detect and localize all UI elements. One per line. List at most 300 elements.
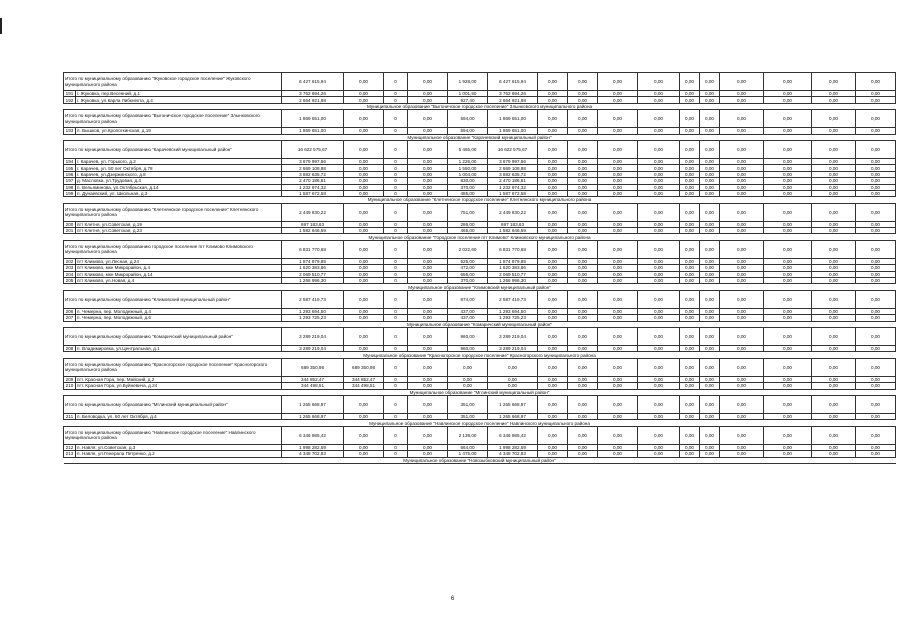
value-cell: 0,00 [764,221,812,227]
value-cell: 0,00 [638,240,680,258]
value-cell: 2 470 186,61 [488,178,538,184]
value-cell: 0,00 [538,240,568,258]
value-cell: 0,00 [812,228,856,234]
value-cell: 2 470 186,61 [282,178,344,184]
value-cell: 0,00 [638,271,680,277]
value-cell: 0,00 [812,383,856,389]
value-cell: 0,00 [638,97,680,103]
value-cell: 1 928,00 [448,73,488,91]
address-cell: п. Беловодка, ул. 60 лет Октября, д.4 [76,413,282,419]
value-cell: 0 [384,265,408,271]
value-cell: 0,00 [856,184,896,190]
value-cell: 0,00 [856,271,896,277]
value-cell: 0,00 [856,258,896,264]
total-label: Итого по муниципальному образованию "Навлинское городское поселение" Навлинского муниципального района [64,426,282,444]
value-cell: 0,00 [856,376,896,382]
value-cell: 6 346 985,42 [282,426,344,444]
value-cell: 1 998 282,59 [282,444,344,450]
value-cell: 0,00 [408,158,448,164]
value-cell: 0,00 [764,413,812,419]
value-cell: 6 427 615,94 [282,73,344,91]
value-cell: 0,00 [344,110,384,128]
value-cell: 0,00 [856,451,896,457]
value-cell: 3 762 694,26 [282,91,344,97]
repair-program-table [63,72,896,464]
value-cell: 0,00 [538,258,568,264]
value-cell: 0,00 [812,171,856,177]
value-cell: 0,00 [812,358,856,376]
value-cell: 0,00 [700,97,720,103]
value-cell: 0,00 [408,358,448,376]
value-cell: 0,00 [812,451,856,457]
value-cell: 0,00 [598,444,638,450]
value-cell: 0,00 [344,413,384,419]
value-cell: 0,00 [344,315,384,321]
value-cell: 0,00 [680,221,700,227]
value-cell: 0,00 [680,110,700,128]
value-cell: 0,00 [408,221,448,227]
page-number: 6 [450,596,455,602]
value-cell: 0,00 [598,258,638,264]
value-cell: 0,00 [598,110,638,128]
value-cell: 0,00 [638,358,680,376]
value-cell: 0 [384,451,408,457]
value-cell: 0,00 [680,178,700,184]
value-cell: 0,00 [344,240,384,258]
address-cell: г. Карачев, ул. Горького, д.2 [76,158,282,164]
row-number: 211 [64,413,76,419]
value-cell: 0,00 [344,190,384,196]
value-cell: 0,00 [720,228,764,234]
value-cell: 0,00 [720,128,764,134]
value-cell: 0 [384,395,408,413]
total-row [64,73,896,91]
value-cell: 0,00 [408,190,448,196]
value-cell: 0,00 [764,73,812,91]
value-cell: 0,00 [344,165,384,171]
value-cell: 0,00 [568,376,598,382]
value-cell: 1 582 646,59 [282,228,344,234]
total-row [64,240,896,258]
value-cell: 0,00 [812,178,856,184]
page-edge-mark [0,18,2,34]
value-cell: 0,00 [598,184,638,190]
row-number: 192 [64,97,76,103]
value-cell: 0,00 [680,426,700,444]
value-cell: 0,00 [638,395,680,413]
value-cell: 0,00 [538,413,568,419]
value-cell: 0 [384,315,408,321]
value-cell: 0,00 [812,110,856,128]
value-cell: 594,00 [448,128,488,134]
address-cell: г. Карачев, ул.Дзержинского, д.8 [76,171,282,177]
value-cell: 0,00 [812,203,856,221]
value-cell: 0,00 [598,426,638,444]
value-cell: 0,00 [700,178,720,184]
value-cell: 0,00 [598,376,638,382]
value-cell: 0,00 [598,327,638,345]
value-cell: 0,00 [638,203,680,221]
value-cell: 0,00 [344,308,384,314]
value-cell: 0,00 [680,97,700,103]
value-cell: 1 550,00 [448,165,488,171]
value-cell: 0,00 [812,345,856,351]
value-cell: 0,00 [700,91,720,97]
row-number: 209 [64,376,76,382]
value-cell: 0,00 [344,128,384,134]
value-cell: 0,00 [598,271,638,277]
value-cell: 0,00 [680,451,700,457]
value-cell: 0 [384,165,408,171]
value-cell: 0,00 [720,315,764,321]
value-cell: 0,00 [680,165,700,171]
value-cell: 0,00 [538,184,568,190]
value-cell: 0,00 [344,395,384,413]
value-cell: 0,00 [764,165,812,171]
value-cell: 0,00 [408,290,448,308]
value-cell: 0,00 [344,184,384,190]
value-cell: 0,00 [812,395,856,413]
value-cell: 0,00 [538,358,568,376]
value-cell: 0,00 [680,91,700,97]
value-cell: 370,00 [448,184,488,190]
value-cell: 0,00 [812,73,856,91]
value-cell: 0,00 [538,451,568,457]
value-cell: 0,00 [812,91,856,97]
value-cell: 0,00 [344,265,384,271]
value-cell: 0,00 [638,308,680,314]
value-cell: 0 [384,308,408,314]
value-cell: 0,00 [720,203,764,221]
value-cell: 0,00 [720,358,764,376]
value-cell: 0,00 [408,315,448,321]
value-cell: 0,00 [598,265,638,271]
address-cell: п. Навля, ул.Генерала Петренко, д.2 [76,451,282,457]
value-cell: 0,00 [408,97,448,103]
value-cell: 6 831 770,68 [488,240,538,258]
value-cell: 0,00 [764,240,812,258]
value-cell: 0,00 [344,271,384,277]
value-cell: 0,00 [700,171,720,177]
value-cell: 0,00 [568,258,598,264]
value-cell: 0 [384,91,408,97]
value-cell: 0,00 [764,308,812,314]
value-cell: 0,00 [538,165,568,171]
value-cell: 0,00 [408,327,448,345]
value-cell: 0,00 [720,345,764,351]
value-cell: 0,00 [598,383,638,389]
value-cell: 0,00 [638,228,680,234]
value-cell: 0,00 [680,73,700,91]
value-cell: 0,00 [856,91,896,97]
section-title: Муниципальное образование "Навлинское городское поселение" Навлинского муниципального района [64,420,896,426]
value-cell: 472,00 [448,265,488,271]
value-cell: 0,00 [812,97,856,103]
value-cell: 0,00 [538,308,568,314]
value-cell: 0,00 [700,110,720,128]
value-cell: 0,00 [598,395,638,413]
value-cell: 0,00 [856,165,896,171]
value-cell: 2 069 510,77 [282,271,344,277]
table-body [64,73,896,464]
value-cell: 0,00 [598,451,638,457]
value-cell: 0 [384,171,408,177]
value-cell: 0,00 [344,327,384,345]
value-cell: 0,00 [568,444,598,450]
value-cell: 0,00 [638,73,680,91]
value-cell: 16 622 575,67 [282,140,344,158]
value-cell: 1 869 651,00 [488,128,538,134]
value-cell: 0,00 [680,383,700,389]
address-cell: п. Чемерна, пер. Молодежный, д.4 [76,308,282,314]
value-cell: 0,00 [700,395,720,413]
value-cell: 0,00 [568,290,598,308]
address-cell: г. Карачев, ул. 50 лет Октября, д.78 [76,165,282,171]
total-label: Итого по муниципальному образованию "Комаричский муниципальный район" [64,327,282,345]
value-cell: 0,00 [856,278,896,284]
value-cell: 0,00 [812,221,856,227]
value-cell: 0,00 [680,315,700,321]
value-cell: 0,00 [408,271,448,277]
value-cell: 344 498,51 [344,383,384,389]
value-cell: 0,00 [538,203,568,221]
value-cell: 1 001,50 [448,91,488,97]
section-title: Муниципальное образование "Городское поселение пгт Климово" Климовского муниципального района [64,234,896,240]
value-cell: 2 587 419,73 [282,290,344,308]
total-row [64,203,896,221]
value-cell: 0,00 [700,376,720,382]
value-cell: 0,00 [488,376,538,382]
value-cell: 0,00 [856,426,896,444]
value-cell: 0,00 [700,240,720,258]
value-cell: 0,00 [598,91,638,97]
value-cell: 0 [384,444,408,450]
value-cell: 0,00 [598,171,638,177]
total-label: Итого по муниципальному образованию "Жуковское городское поселение" Жуковского муниципального района [64,73,282,91]
value-cell: 0,00 [598,158,638,164]
value-cell: 689 350,98 [282,358,344,376]
value-cell: 0,00 [700,308,720,314]
value-cell: 0 [384,426,408,444]
value-cell: 0,00 [568,128,598,134]
value-cell: 1 998 282,59 [488,444,538,450]
value-cell: 0,00 [568,395,598,413]
total-label: Итого по муниципальному образованию "Климовский муниципальный район" [64,290,282,308]
value-cell: 0,00 [764,395,812,413]
value-cell: 0,00 [764,426,812,444]
value-cell: 0,00 [700,158,720,164]
value-cell: 0,00 [856,240,896,258]
value-cell: 0,00 [700,315,720,321]
value-cell: 0,00 [856,345,896,351]
value-cell: 0,00 [488,383,538,389]
value-cell: 344 498,51 [282,383,344,389]
value-cell: 0,00 [408,184,448,190]
value-cell: 1 293 694,50 [488,308,538,314]
value-cell: 3 762 694,26 [488,91,538,97]
value-cell: 2 664 921,68 [282,97,344,103]
row-number: 199 [64,190,76,196]
value-cell: 0,00 [680,140,700,158]
value-cell: 751,00 [448,203,488,221]
value-cell: 0,00 [812,315,856,321]
value-cell: 0,00 [700,451,720,457]
value-cell: 0,00 [638,165,680,171]
value-cell: 0,00 [856,171,896,177]
value-cell: 0,00 [408,240,448,258]
value-cell: 0,00 [812,184,856,190]
value-cell: 0,00 [568,383,598,389]
value-cell: 0,00 [638,110,680,128]
value-cell: 0,00 [568,451,598,457]
value-cell: 0,00 [638,315,680,321]
value-cell: 0,00 [720,178,764,184]
value-cell: 0,00 [680,308,700,314]
value-cell: 0,00 [700,128,720,134]
value-cell: 2 587 419,73 [488,290,538,308]
value-cell: 0,00 [764,140,812,158]
value-cell: 0,00 [856,221,896,227]
value-cell: 0,00 [856,395,896,413]
section-title: Муниципальное образование "Клетнянское городское поселение" Клетнянского муниципального района [64,197,896,203]
value-cell: 3 289 219,04 [488,327,538,345]
row-number: 202 [64,258,76,264]
value-cell: 0,00 [408,203,448,221]
value-cell: 0,00 [598,290,638,308]
value-cell: 0,00 [764,171,812,177]
value-cell: 0,00 [638,258,680,264]
value-cell: 0,00 [344,97,384,103]
value-cell: 0 [384,203,408,221]
value-cell: 927,40 [448,97,488,103]
value-cell: 0,00 [680,290,700,308]
value-cell: 0,00 [680,171,700,177]
value-cell: 0,00 [538,158,568,164]
value-cell: 0,00 [638,178,680,184]
value-cell: 1 874 879,85 [282,258,344,264]
value-cell: 0,00 [764,178,812,184]
value-cell: 0 [384,110,408,128]
value-cell: 0,00 [856,73,896,91]
value-cell: 0,00 [598,190,638,196]
value-cell: 0,00 [638,190,680,196]
value-cell: 0,00 [344,278,384,284]
address-cell: г. Жуковка, пер.Весенний, д.1 [76,91,282,97]
value-cell: 3 289 219,04 [282,327,344,345]
value-cell: 3 679 997,56 [488,158,538,164]
section-title: Муниципальное образование "Комаричский муниципальный район" [64,321,896,327]
address-cell: пгт Климово, ул.Новая, д.4 [76,278,282,284]
value-cell: 0,00 [538,290,568,308]
value-cell: 0,00 [720,140,764,158]
total-label: Итого по муниципальному образованию "Мглинский муниципальный район" [64,395,282,413]
value-cell: 0 [384,128,408,134]
value-cell: 6 346 985,42 [488,426,538,444]
value-cell: 0,00 [720,165,764,171]
value-cell: 0 [384,278,408,284]
value-cell: 0,00 [720,376,764,382]
value-cell: 344 852,47 [344,376,384,382]
value-cell: 1 869 651,00 [282,110,344,128]
value-cell: 0,00 [720,221,764,227]
value-cell: 0,00 [568,358,598,376]
value-cell: 0,00 [344,178,384,184]
value-cell: 1 293 725,23 [282,315,344,321]
value-cell: 0,00 [700,290,720,308]
value-cell: 0,00 [538,376,568,382]
value-cell: 0,00 [568,327,598,345]
value-cell: 0 [384,221,408,227]
section-title: Муниципальное образование "Красногорское городское поселение" Красногорского муниципального района [64,352,896,358]
value-cell: 0,00 [638,140,680,158]
value-cell: 0,00 [568,271,598,277]
value-cell: 0,00 [538,171,568,177]
value-cell: 0,00 [764,278,812,284]
value-cell: 0,00 [856,308,896,314]
value-cell: 0,00 [680,278,700,284]
value-cell: 0,00 [568,158,598,164]
value-cell: 0,00 [568,184,598,190]
value-cell: 0,00 [700,444,720,450]
total-row [64,140,896,158]
value-cell: 2 669 108,88 [282,165,344,171]
value-cell: 0 [384,140,408,158]
value-cell: 1 265 668,97 [282,395,344,413]
value-cell: 0,00 [812,158,856,164]
value-cell: 0,00 [764,158,812,164]
address-cell: пгт Клетня, ул.Советская, д.23 [76,228,282,234]
value-cell: 0,00 [812,240,856,258]
value-cell: 0,00 [344,171,384,177]
value-cell: 0,00 [812,265,856,271]
total-row [64,395,896,413]
value-cell: 0,00 [538,73,568,91]
value-cell: 0,00 [812,413,856,419]
value-cell: 0,00 [568,190,598,196]
value-cell: 0,00 [700,278,720,284]
value-cell: 0,00 [700,190,720,196]
value-cell: 0,00 [638,265,680,271]
address-cell: пгт Климово, ул.Лесная, д.24 [76,258,282,264]
row-number: 205 [64,278,76,284]
value-cell: 0,00 [680,203,700,221]
value-cell: 0 [384,327,408,345]
value-cell: 0,00 [408,258,448,264]
value-cell: 0,00 [598,345,638,351]
value-cell: 0,00 [538,383,568,389]
value-cell: 0,00 [812,190,856,196]
value-cell: 867 183,63 [488,221,538,227]
row-number: 212 [64,444,76,450]
value-cell: 0 [384,345,408,351]
value-cell: 0,00 [408,345,448,351]
value-cell: 0,00 [812,444,856,450]
value-cell: 2 449 830,22 [282,203,344,221]
value-cell: 0,00 [764,110,812,128]
value-cell: 0,00 [812,327,856,345]
value-cell: 0,00 [568,165,598,171]
value-cell: 0,00 [344,345,384,351]
value-cell: 0,00 [408,413,448,419]
value-cell: 525,00 [448,258,488,264]
value-cell: 0,00 [720,91,764,97]
row-number: 204 [64,271,76,277]
value-cell: 0,00 [538,395,568,413]
value-cell: 0,00 [598,140,638,158]
value-cell: 0,00 [700,184,720,190]
value-cell: 2 449 830,22 [488,203,538,221]
value-cell: 2 069 510,77 [488,271,538,277]
